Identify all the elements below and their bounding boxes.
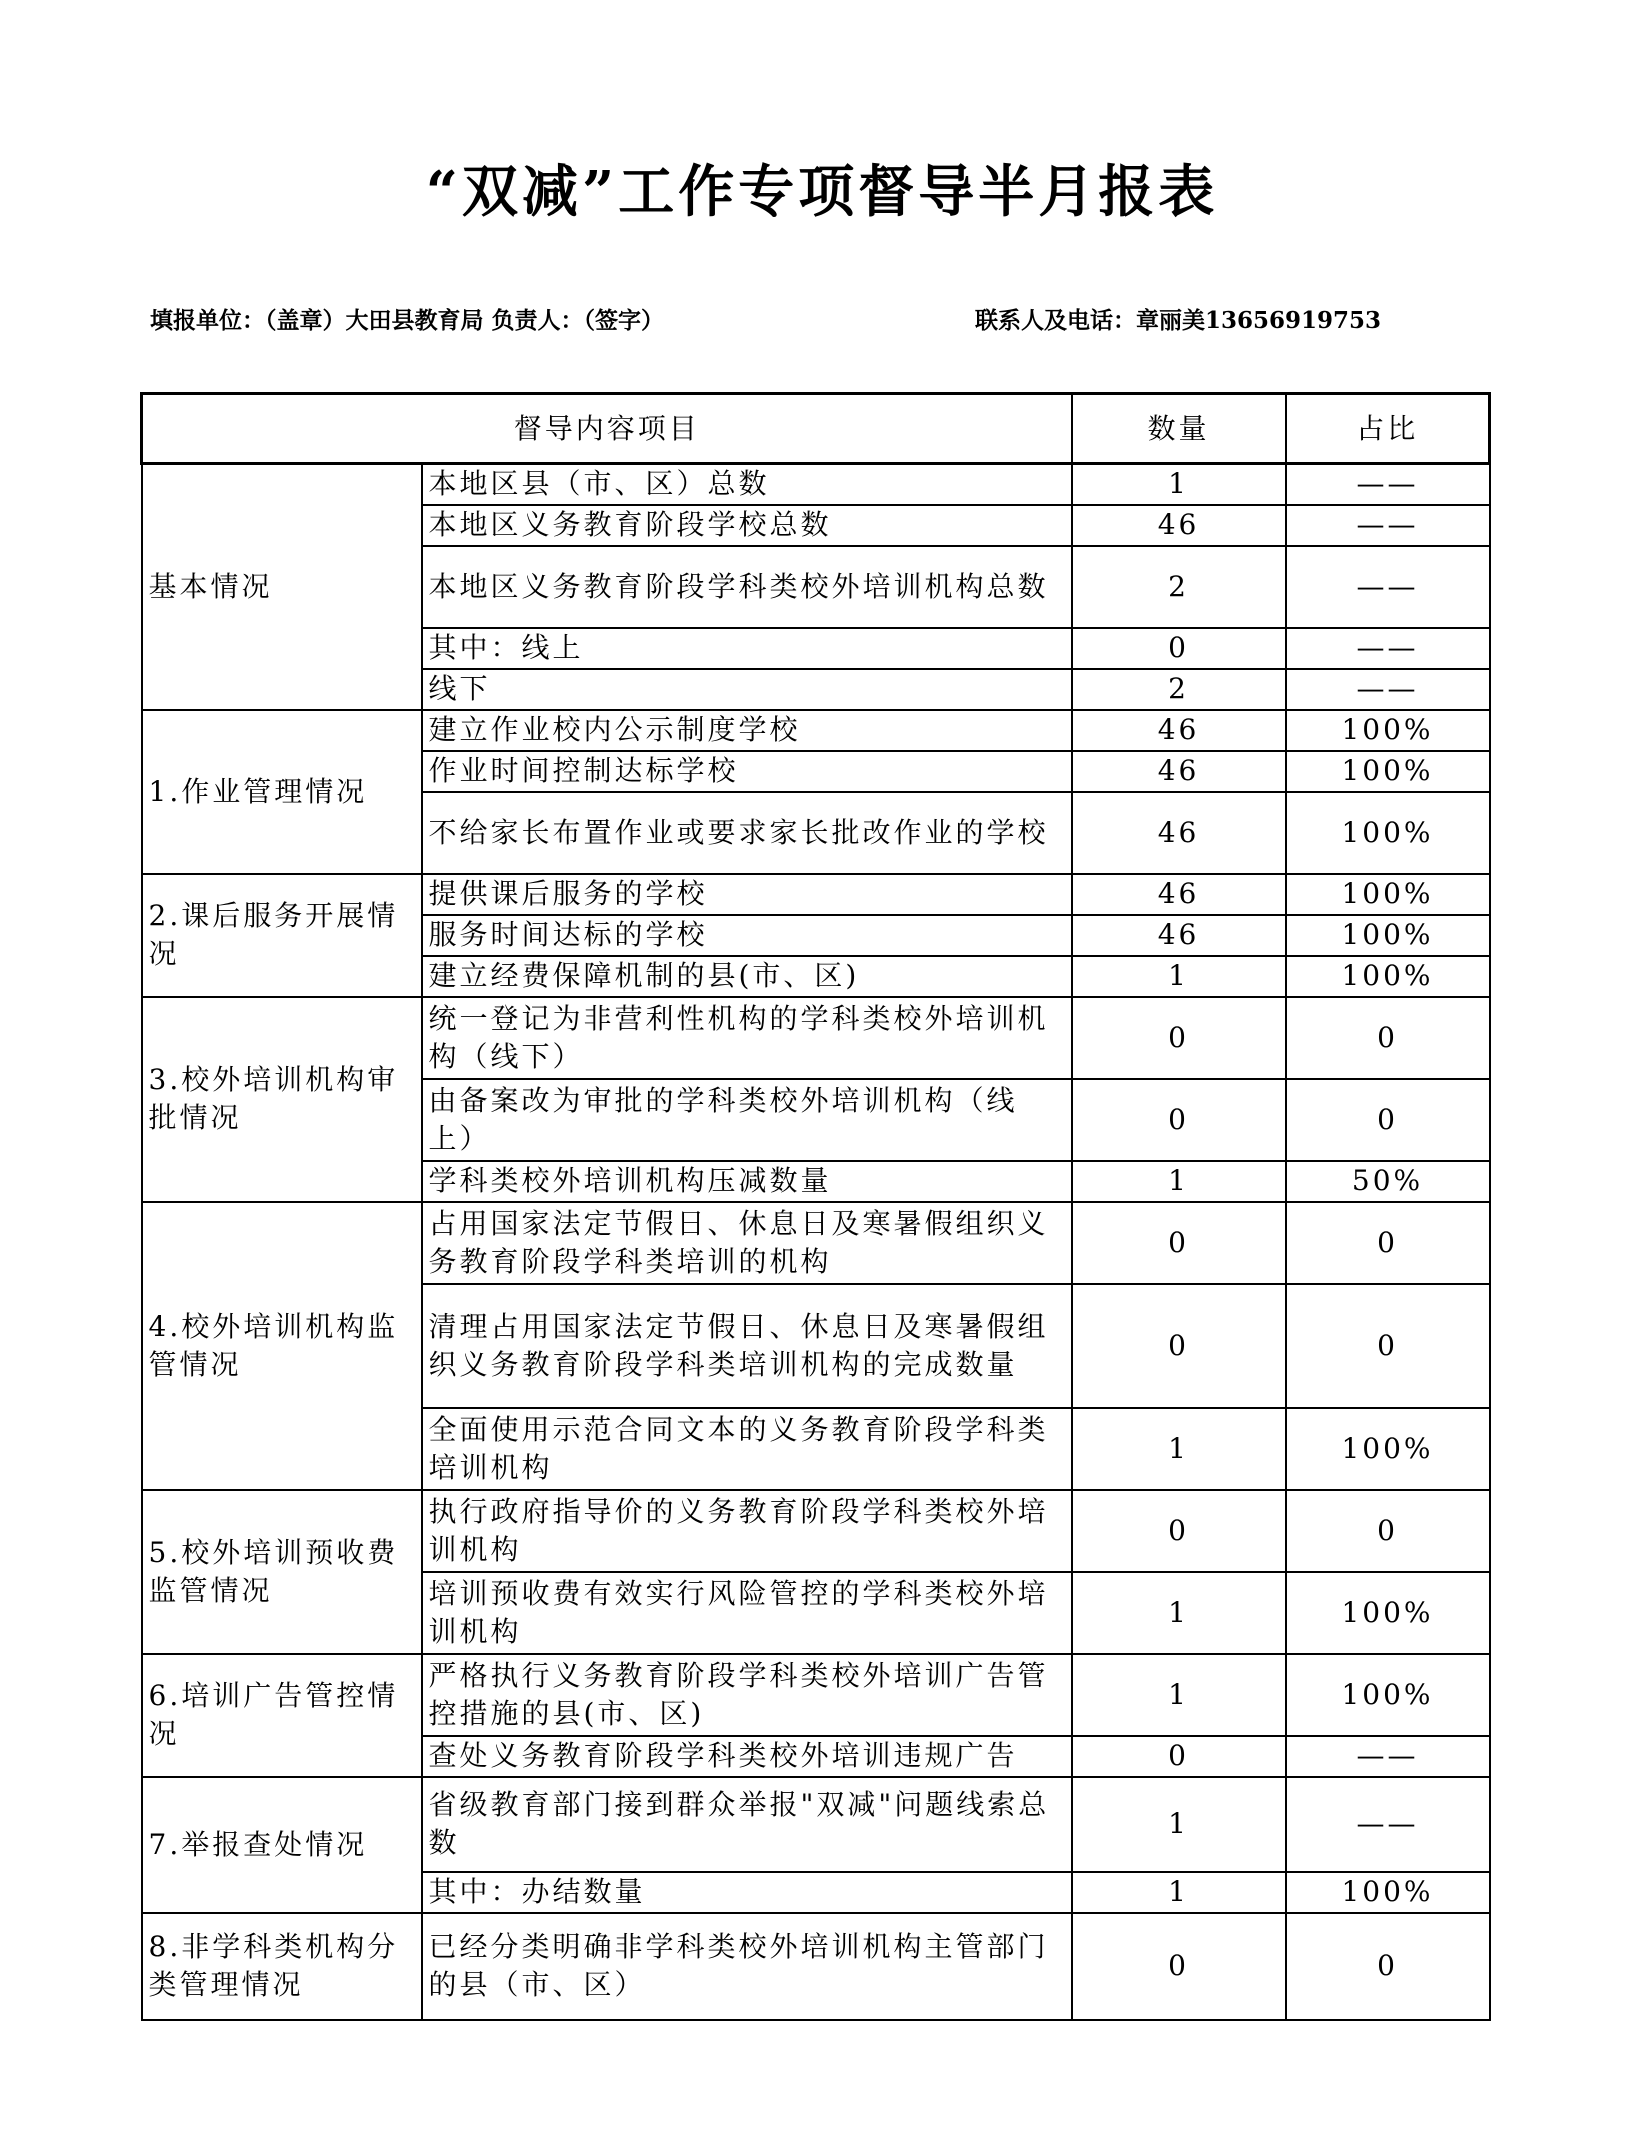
reporting-unit-info: 填报单位：（盖章）大田县教育局 负责人：（签字） — [150, 307, 665, 334]
supervision-report-table — [140, 392, 1491, 2021]
table-row — [142, 874, 1490, 915]
count-cell: 46 — [1072, 751, 1286, 792]
count-cell: 0 — [1072, 628, 1286, 669]
ratio-cell: 100% — [1286, 792, 1490, 874]
item-cell: 执行政府指导价的义务教育阶段学科类校外培训机构 — [422, 1490, 1072, 1572]
count-cell: 1 — [1072, 1408, 1286, 1490]
count-cell: 46 — [1072, 710, 1286, 751]
table-row — [142, 1913, 1490, 2020]
item-cell: 查处义务教育阶段学科类校外培训违规广告 — [422, 1736, 1072, 1777]
item-cell: 由备案改为审批的学科类校外培训机构（线上） — [422, 1079, 1072, 1161]
item-cell: 线下 — [422, 669, 1072, 710]
ratio-cell: 100% — [1286, 1572, 1490, 1654]
count-cell: 1 — [1072, 1777, 1286, 1872]
item-cell: 本地区县（市、区）总数 — [422, 464, 1072, 505]
count-cell: 2 — [1072, 546, 1286, 628]
table-row — [142, 1490, 1490, 1572]
item-cell: 作业时间控制达标学校 — [422, 751, 1072, 792]
item-cell: 严格执行义务教育阶段学科类校外培训广告管控措施的县(市、区) — [422, 1654, 1072, 1736]
category-cell: 4.校外培训机构监管情况 — [142, 1202, 422, 1490]
ratio-cell: —— — [1286, 464, 1490, 505]
table-row — [142, 710, 1490, 751]
item-cell: 建立作业校内公示制度学校 — [422, 710, 1072, 751]
count-cell: 1 — [1072, 464, 1286, 505]
count-cell: 0 — [1072, 997, 1286, 1079]
table-row — [142, 1202, 1490, 1284]
ratio-cell: 100% — [1286, 915, 1490, 956]
count-cell: 2 — [1072, 669, 1286, 710]
item-cell: 服务时间达标的学校 — [422, 915, 1072, 956]
ratio-cell: —— — [1286, 669, 1490, 710]
ratio-cell: 0 — [1286, 1079, 1490, 1161]
item-cell: 其中：线上 — [422, 628, 1072, 669]
item-cell: 其中：办结数量 — [422, 1872, 1072, 1913]
category-cell: 2.课后服务开展情况 — [142, 874, 422, 997]
ratio-cell: 0 — [1286, 1490, 1490, 1572]
column-header-count: 数量 — [1072, 394, 1286, 464]
item-cell: 清理占用国家法定节假日、休息日及寒暑假组织义务教育阶段学科类培训机构的完成数量 — [422, 1284, 1072, 1408]
item-cell: 不给家长布置作业或要求家长批改作业的学校 — [422, 792, 1072, 874]
ratio-cell: 0 — [1286, 997, 1490, 1079]
count-cell: 1 — [1072, 1654, 1286, 1736]
category-cell: 6.培训广告管控情况 — [142, 1654, 422, 1777]
item-cell: 占用国家法定节假日、休息日及寒暑假组织义务教育阶段学科类培训的机构 — [422, 1202, 1072, 1284]
count-cell: 0 — [1072, 1913, 1286, 2020]
count-cell: 0 — [1072, 1079, 1286, 1161]
ratio-cell: 100% — [1286, 1654, 1490, 1736]
category-cell: 7.举报查处情况 — [142, 1777, 422, 1913]
ratio-cell: —— — [1286, 505, 1490, 546]
table-row — [142, 997, 1490, 1079]
item-cell: 本地区义务教育阶段学科类校外培训机构总数 — [422, 546, 1072, 628]
ratio-cell: 0 — [1286, 1913, 1490, 2020]
ratio-cell: 0 — [1286, 1202, 1490, 1284]
ratio-cell: 50% — [1286, 1161, 1490, 1202]
count-cell: 0 — [1072, 1284, 1286, 1408]
ratio-cell: —— — [1286, 546, 1490, 628]
ratio-cell: 100% — [1286, 751, 1490, 792]
item-cell: 统一登记为非营利性机构的学科类校外培训机构（线下） — [422, 997, 1072, 1079]
ratio-cell: 100% — [1286, 956, 1490, 997]
report-body — [142, 464, 1490, 2020]
ratio-cell: 100% — [1286, 710, 1490, 751]
ratio-cell: —— — [1286, 628, 1490, 669]
ratio-cell: 100% — [1286, 874, 1490, 915]
ratio-cell: 100% — [1286, 1872, 1490, 1913]
item-cell: 学科类校外培训机构压减数量 — [422, 1161, 1072, 1202]
item-cell: 提供课后服务的学校 — [422, 874, 1072, 915]
category-cell: 基本情况 — [142, 464, 422, 710]
count-cell: 1 — [1072, 1872, 1286, 1913]
count-cell: 46 — [1072, 792, 1286, 874]
count-cell: 1 — [1072, 956, 1286, 997]
count-cell: 1 — [1072, 1572, 1286, 1654]
count-cell: 0 — [1072, 1490, 1286, 1572]
item-cell: 已经分类明确非学科类校外培训机构主管部门的县（市、区） — [422, 1913, 1072, 2020]
category-cell: 1.作业管理情况 — [142, 710, 422, 874]
item-cell: 本地区义务教育阶段学校总数 — [422, 505, 1072, 546]
ratio-cell: —— — [1286, 1736, 1490, 1777]
ratio-cell: 0 — [1286, 1284, 1490, 1408]
column-header-content: 督导内容项目 — [142, 394, 1072, 464]
item-cell: 建立经费保障机制的县(市、区) — [422, 956, 1072, 997]
category-cell: 8.非学科类机构分类管理情况 — [142, 1913, 422, 2020]
table-row — [142, 464, 1490, 505]
item-cell: 全面使用示范合同文本的义务教育阶段学科类培训机构 — [422, 1408, 1072, 1490]
count-cell: 0 — [1072, 1202, 1286, 1284]
ratio-cell: 100% — [1286, 1408, 1490, 1490]
table-row — [142, 1654, 1490, 1736]
category-cell: 3.校外培训机构审批情况 — [142, 997, 422, 1202]
column-header-ratio: 占比 — [1286, 394, 1490, 464]
item-cell: 省级教育部门接到群众举报"双减"问题线索总数 — [422, 1777, 1072, 1872]
count-cell: 1 — [1072, 1161, 1286, 1202]
item-cell: 培训预收费有效实行风险管控的学科类校外培训机构 — [422, 1572, 1072, 1654]
table-row — [142, 1777, 1490, 1872]
page-title: “双减”工作专项督导半月报表 — [425, 159, 1219, 225]
header-row — [142, 394, 1490, 464]
count-cell: 0 — [1072, 1736, 1286, 1777]
count-cell: 46 — [1072, 505, 1286, 546]
count-cell: 46 — [1072, 915, 1286, 956]
contact-info: 联系人及电话：章丽美13656919753 — [975, 307, 1382, 334]
count-cell: 46 — [1072, 874, 1286, 915]
ratio-cell: —— — [1286, 1777, 1490, 1872]
category-cell: 5.校外培训预收费监管情况 — [142, 1490, 422, 1654]
